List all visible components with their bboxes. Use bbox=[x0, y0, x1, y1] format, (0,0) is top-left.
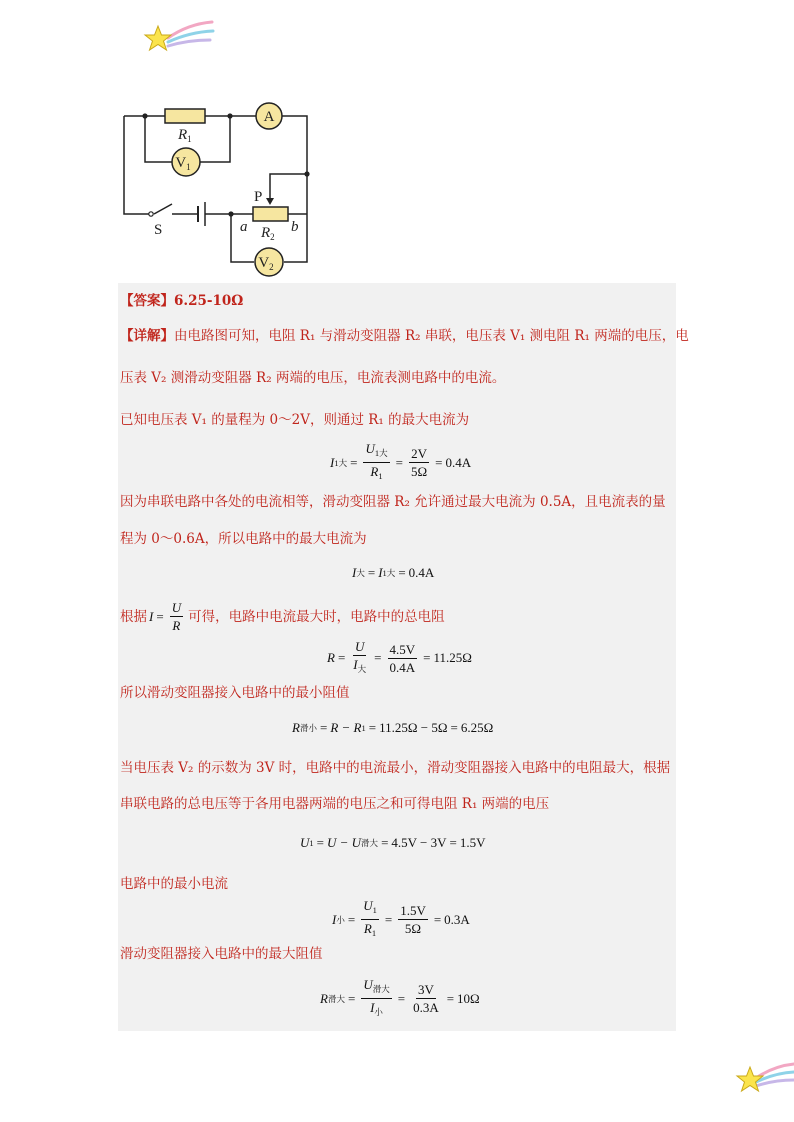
detail-line-8: 当电压表 V₂ 的示数为 3V 时，电路中的电流最小，滑动变阻器接入电路中的电阻最大，根据 bbox=[120, 760, 671, 776]
circuit-diagram bbox=[110, 92, 320, 277]
v1-sub: 1 bbox=[186, 162, 191, 172]
v2-label: V bbox=[258, 255, 270, 271]
end-b-label: b bbox=[291, 219, 299, 235]
detail-p1a: 由电路图可知，电阻 R₁ 与滑动变阻器 R₂ 串联，电压表 V₁ 测电阻 R₁ 两端的电压，电 bbox=[174, 328, 689, 344]
equation-4: R = $\frac{U}{I_大}$ = $\frac{4.5V}{0.4A}$ = 11.25Ω bbox=[327, 639, 472, 675]
equation-6: U 1 = U − U 滑大 = 4.5V − 3V = 1.5V bbox=[300, 835, 486, 850]
detail-label: 【详解】 bbox=[120, 328, 174, 344]
detail-line-9: 串联电路的总电压等于各用电器两端的电压之和可得电阻 R₁ 两端的电压 bbox=[120, 796, 550, 812]
detail-line-6: 根据 I = $\frac{U}{R}$ 可得，电路中电流最大时，电路中的总电阻 bbox=[120, 600, 445, 633]
detail-line-5: 程为 0～0.6A，所以电路中的最大电流为 bbox=[120, 531, 367, 547]
slider-label: P bbox=[254, 189, 263, 205]
equation-2: I 大 = I 1大 = 0.4A bbox=[352, 565, 435, 580]
shooting-star-icon bbox=[140, 16, 215, 58]
equation-5: R 滑小 = R − R 1 = 11.25Ω − 5Ω = 6.25Ω bbox=[292, 720, 494, 735]
r2-label: R bbox=[261, 225, 271, 241]
equation-1: I 1大 = $\frac{U_{1大}}{R_1}$ = $\frac{2V}{5\Omega}$ = 0.4A bbox=[330, 441, 472, 481]
rheostat-r2 bbox=[253, 207, 288, 221]
svg-text:R1 bbox=[177, 127, 192, 144]
switch-label: S bbox=[154, 222, 163, 238]
r1-sub: 1 bbox=[187, 134, 192, 144]
detail-line-7: 所以滑动变阻器接入电路中的最小阻值 bbox=[120, 685, 350, 701]
detail-line-2: 压表 V₂ 测滑动变阻器 R₂ 两端的电压，电流表测电路中的电流。 bbox=[120, 370, 506, 386]
detail-line-11: 滑动变阻器接入电路中的最大阻值 bbox=[120, 946, 323, 962]
detail-line-1 bbox=[120, 326, 689, 346]
detail-line-3: 已知电压表 V₁ 的量程为 0～2V，则通过 R₁ 的最大电流为 bbox=[120, 412, 470, 428]
answer-value: 6.25-10Ω bbox=[174, 293, 244, 309]
answer-line bbox=[120, 291, 243, 311]
resistor-r1 bbox=[165, 109, 205, 123]
ammeter-label: A bbox=[263, 109, 275, 125]
shooting-star-icon bbox=[730, 1058, 794, 1100]
equation-7: I 小 = $\frac{U_1}{R_1}$ = $\frac{1.5V}{5\Omega}$ = 0.3A bbox=[332, 898, 470, 938]
v1-label: V bbox=[175, 155, 187, 171]
r2-sub: 2 bbox=[270, 232, 275, 242]
v2-sub: 2 bbox=[269, 262, 274, 272]
detail-line-10: 电路中的最小电流 bbox=[120, 876, 228, 892]
svg-text:R2 bbox=[260, 225, 275, 242]
end-a-label: a bbox=[240, 219, 248, 235]
answer-label: 【答案】 bbox=[120, 293, 174, 309]
r1-label: R bbox=[178, 127, 188, 143]
equation-8: R 滑大 = $\frac{U_{滑大}}{I_小}$ = $\frac{3V}{0.3A}$ = 10Ω bbox=[320, 977, 480, 1017]
detail-line-4: 因为串联电路中各处的电流相等，滑动变阻器 R₂ 允许通过最大电流为 0.5A，且电流表的量 bbox=[120, 494, 666, 510]
